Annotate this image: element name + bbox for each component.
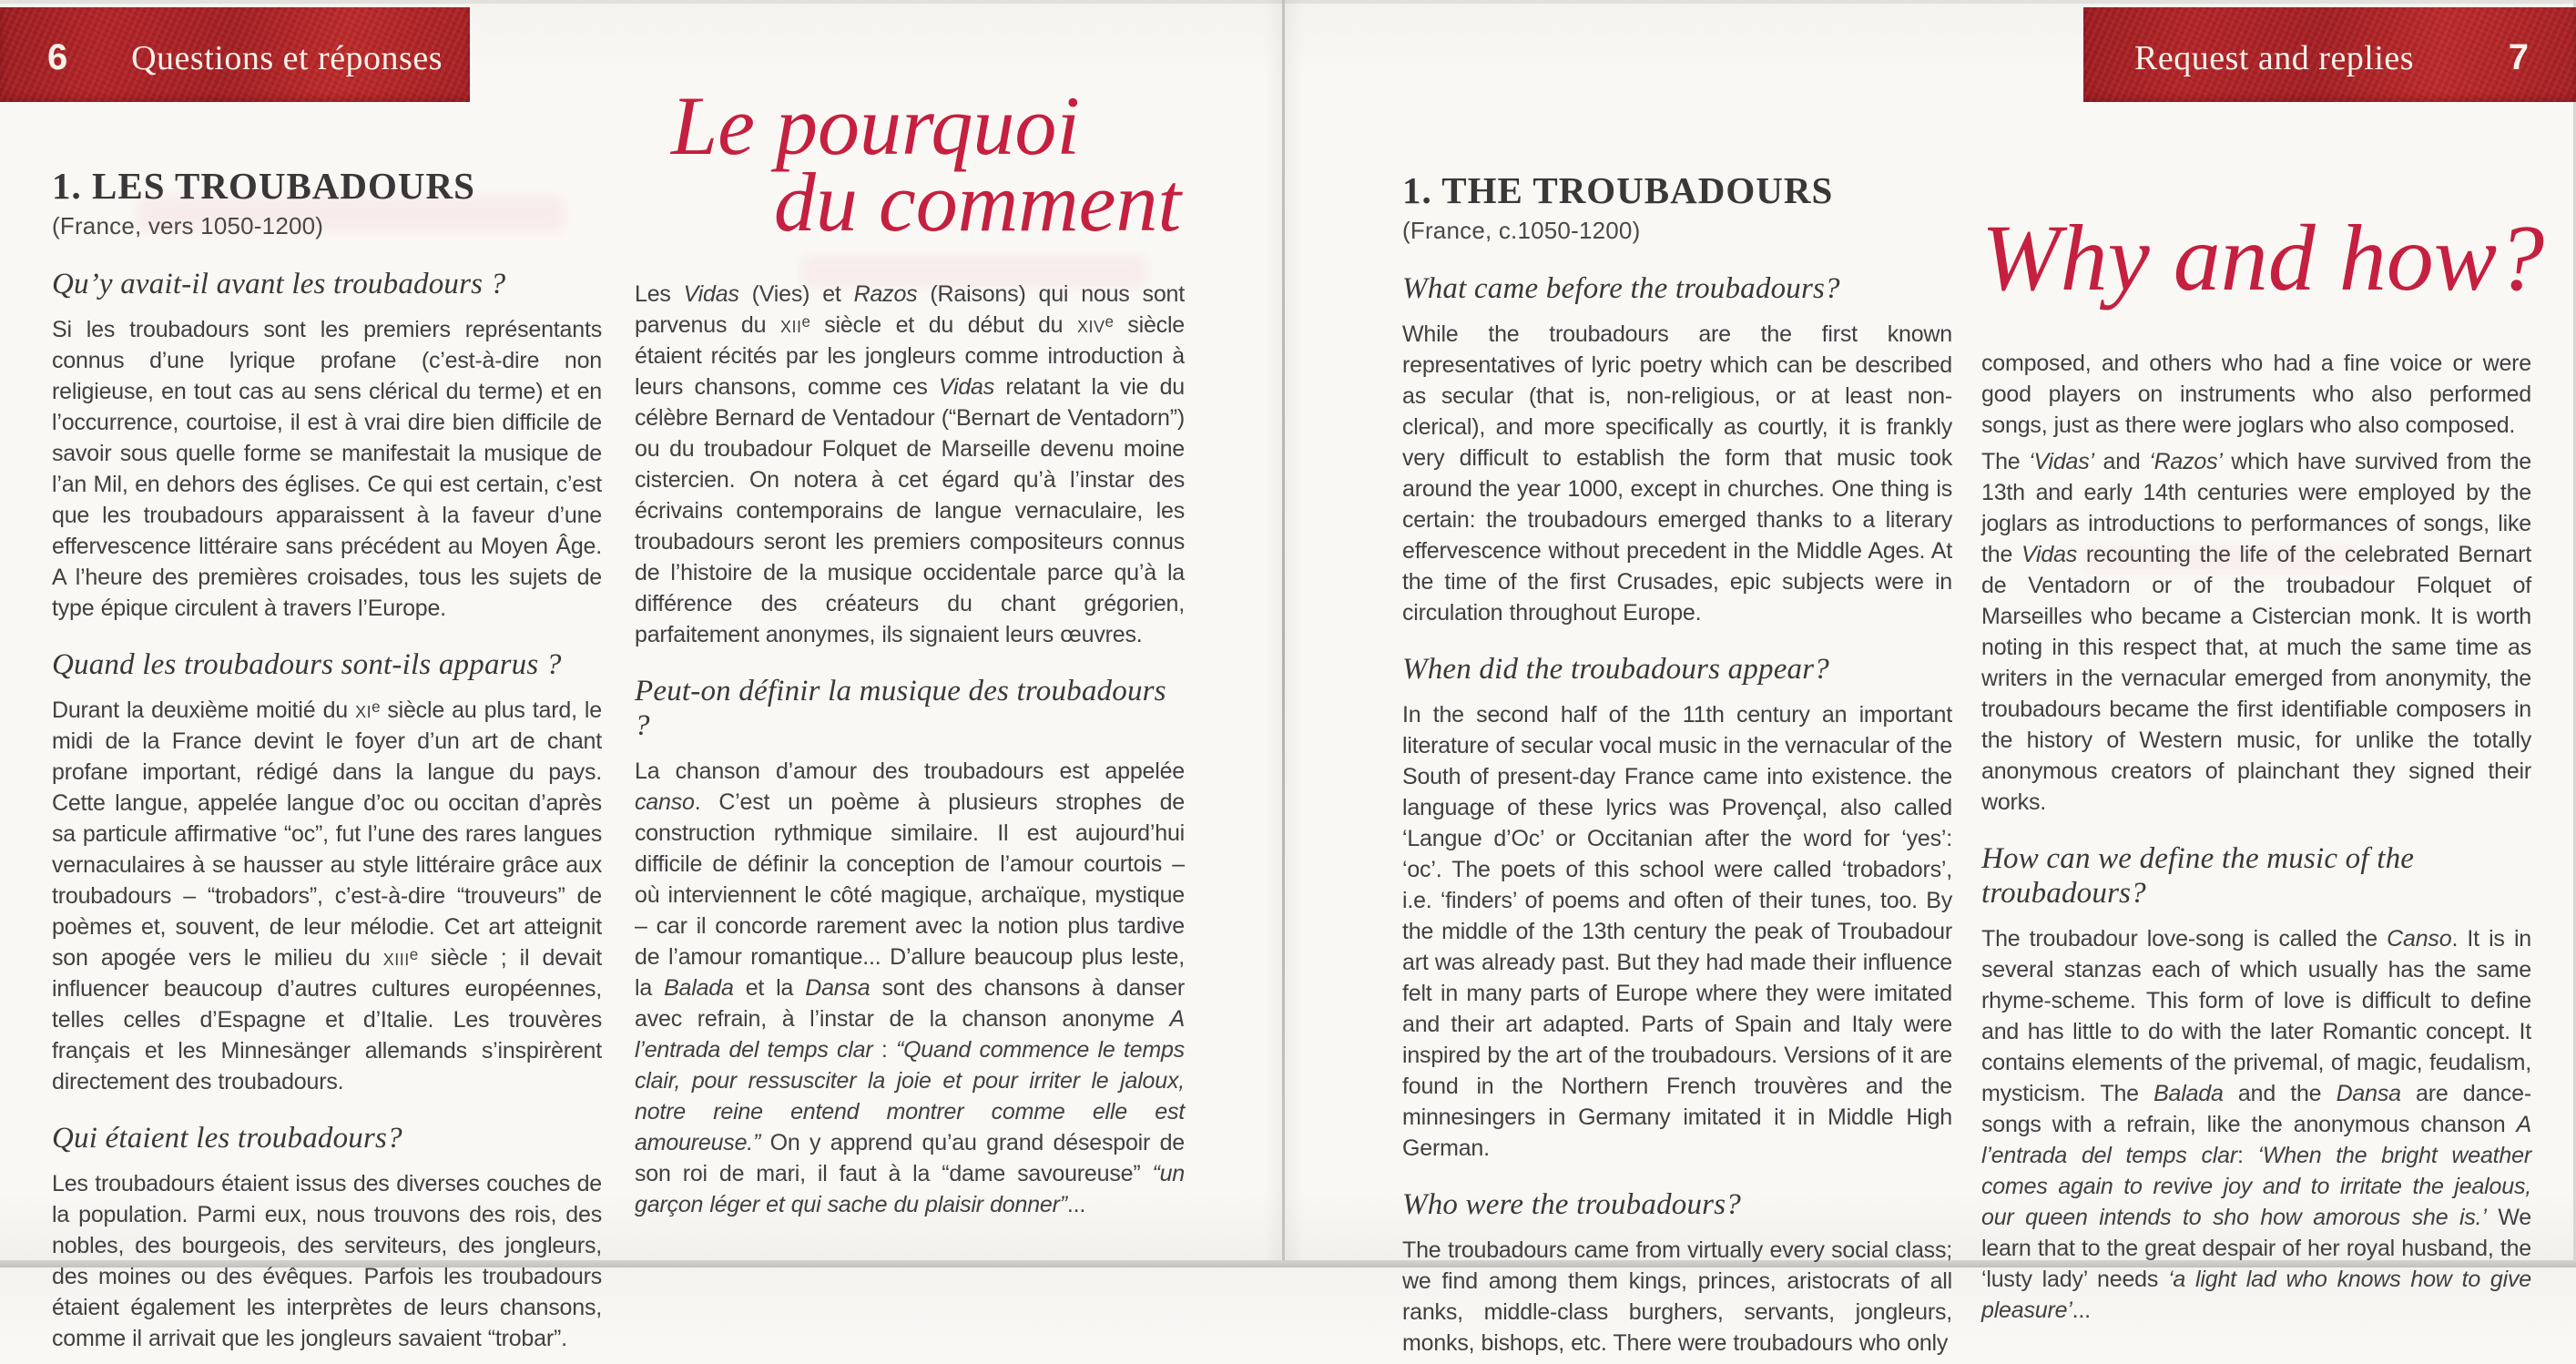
plain-text: and [2093,449,2150,474]
question-heading: When did the troubadours appear? [1402,652,1829,686]
question-heading: Who were the troubadours? [1402,1187,1741,1221]
plain-text: are dance-songs with a refrain, like the anonymous chanson [1981,1080,2531,1137]
body-paragraph [1402,1235,1952,1359]
body-paragraph [1402,319,1952,628]
question-heading: Quand les troubadours sont-ils apparus ? [52,647,562,681]
plain-text: ... [2072,1297,2091,1323]
emphasized-text: “un garçon léger et qui sache du plaisir donner” [635,1160,1185,1217]
right-page-column-1 [1402,171,1952,1364]
plain-text: relatant la vie du célèbre Bernard de Ventadour (“Bernart de Ventadorn”) ou du troubadour Folquet de Marseille devenu moine cistercien. On notera à cet égard qu’à l’instar des écrivains contemporains de langue vernaculaire, les troubadours seront les premiers compositeurs connus de l’histoire de la musique occidentale parce qu’à la différence des créateurs du chant grégorien, parfaitement anonymes, ils signaient leurs œuvres. [635,374,1185,647]
emphasized-text: ‘When the bright weather comes again to revive joy and to irritate the jealous, our queen intends to sho how amorous she is.’ [1981,1142,2531,1230]
emphasized-text: Dansa [805,974,871,1001]
plain-text: : [2236,1142,2258,1168]
emphasized-text: Balada [664,974,734,1001]
plain-text: which have survived from the 13th and early 14th centuries were employed by the joglars as introductions to performances of songs, like the [1981,449,2532,567]
plain-text: and the [2223,1080,2337,1106]
feature-title-line: Le pourquoi [671,79,1080,172]
question-heading: How can we define the music of the troubadours? [1981,842,2415,910]
english-track-title: 1. THE TROUBADOURS [1402,169,1834,211]
left-page-column-1 [52,167,602,1359]
plain-text: Les [635,281,684,307]
plain-text: ᵉ siècle et du début du [801,312,1078,338]
french-track-title: 1. LES TROUBADOURS [52,165,475,207]
plain-text: The troubadour love-song is called the [1981,925,2388,952]
plain-text: On y apprend qu’au grand désespoir de son roi de mari, il faut à la “dame savoureuse” [635,1129,1185,1186]
plain-text: ᵉ siècle étaient récités par les jongleurs comme introduction à leurs chansons, comme ces [635,312,1186,400]
plain-text: composed, and others who had a fine voice or were good players on instruments who also performed songs, just as there were joglars who also composed. [1981,351,2531,438]
emphasized-text: A l’entrada del temps clar [1981,1111,2531,1168]
page-gutter-line [1282,0,1285,1267]
english-qa-sections [1402,272,1952,1359]
emphasized-text: A l’entrada del temps clar [635,1005,1185,1063]
body-paragraph [1981,923,2531,1326]
plain-text: recounting the life of the celebrated Bernart de Ventadorn or of the troubadour Folquet of Marseilles who became a Cistercian monk. It is worth noting in this respect that, at much the same time as writers in the vernacular emerged from anonymity, the troubadours became the first identifiable composers in the history of Western music, for unlike the totally anonymous creators of plainchant they signed their works. [1981,542,2531,815]
right-banner-title: Request and replies [2134,39,2415,77]
plain-text: (Raisons) qui nous sont parvenus du [635,281,1185,338]
plain-text: . C’est un poème à plusieurs strophes de construction rythmique similaire. Il est aujourd’hui difficile de définir la conception de l’amour courtois – où interviennent le côté magique, archaïque, mystique – car il concorde rarement avec la notion plus tardive de l’amour romantique... D’allure beaucoup plus leste, la [635,789,1185,1001]
emphasized-text: “Quand commence le temps clair, pour ressusciter la joie et pour irriter le jaloux, notre reine entend montrer comme elle est amoureuse.” [635,1036,1185,1155]
emphasized-text: xii [779,312,802,338]
left-page-header-banner [0,7,470,102]
emphasized-text: Dansa [2336,1080,2401,1106]
plain-text: ᵉ siècle au plus tard, le midi de la France devint le foyer d’un art de chant profane important, rédigé dans la langue du pays. Cette langue, appelée langue d’oc ou occitan d’après sa particule affirmative “oc”, fut l’une des rares langues vernaculaires à se hausser au style littéraire grâce aux troubadours – “trobadors”, c’est-à-dire “trouveurs” de poèmes et, souvent, de leur mélodie. Cet art atteignit son apogée vers le milieu du [52,697,602,971]
emphasized-text: ‘Vidas’ [2029,449,2094,474]
english-track-subtitle: (France, c.1050-1200) [1402,217,1641,245]
body-paragraph [635,756,1185,1220]
english-qa-sections [1981,348,2531,1326]
body-paragraph [52,314,602,624]
body-paragraph [52,1168,602,1354]
emphasized-text: Razos [853,281,918,307]
question-heading: Peut-on définir la musique des troubadours ? [635,675,1166,742]
plain-text: We learn that to the great despair of her royal husband, the ‘lusty lady’ needs [1981,1204,2531,1292]
plain-text: (Vies) et [738,281,854,307]
french-qa-sections [635,279,1185,1220]
plain-text: Les troubadours étaient issus des diverses couches de la population. Parmi eux, nous trouvons des rois, des nobles, des bourgeois, des serviteurs, des jongleurs, des moines ou des évêques. Parfois les troubadours étaient également les interprètes de leurs chansons, comme il arrivait que les jongleurs savaient “trobar”. [52,1170,602,1351]
plain-text: La chanson d’amour des troubadours est appelée [635,758,1185,784]
question-heading: Qui étaient les troubadours? [52,1121,402,1155]
english-track-heading-block [1402,171,1952,245]
french-feature-title [635,79,1185,249]
body-paragraph [52,695,602,1097]
emphasized-text: Balada [2153,1080,2224,1106]
french-qa-sections [52,268,602,1354]
plain-text: ... [1066,1191,1086,1217]
emphasized-text: canso [635,789,695,815]
left-page-column-2 [635,79,1186,1226]
plain-text: . It is in several stanzas each of which usually has the same rhyme-scheme. This form of love is difficult to define and has little to do with the later Romantic concept. It contains elements of the privemal, of magic, feudalism, mysticism. The [1981,925,2531,1106]
emphasized-text: xiv [1077,312,1105,338]
plain-text: While the troubadours are the first known representatives of lyric poetry which can be described as secular (that is, non-religious, or at least non-clerical), and more specifically as courtly, it is frankly very difficult to establish the form that music took around the year 1000, except in churches. One thing is certain: the troubadours emerged thanks to a literary effervescence without precedent in the Middle Ages. At the time of the first Crusades, epic subjects were in circulation throughout Europe. [1402,321,1952,626]
emphasized-text: xiii [382,944,410,971]
plain-text: : [872,1036,896,1063]
body-paragraph [1981,446,2531,818]
right-page-header-banner [2083,7,2576,102]
right-page-column-2 [1981,178,2545,1331]
plain-text: In the second half of the 11th century an important literature of secular vocal music in the vernacular of the South of present-day France came into existence. the language of these lyrics was Provençal, also called ‘Langue d’Oc’ or Occitanian after the word for ‘yes’: ‘oc’. The poets of this school were called ‘trobadors’, i.e. ‘finders’ of poems and often of their tunes, too. By the middle of the 13th century the peak of Troubadour art was already past. But they had made their influence felt in many parts of Europe where they were imitated and their art adapted. Parts of Spain and Italy were inspired by the art of the troubadours. Versions of it are found in the Northern French trouvères and the minnesingers in Germany imitated it in Middle High German. [1402,701,1952,1161]
emphasized-text: Vidas [938,374,995,400]
plain-text: et la [733,974,806,1001]
feature-title-line: du comment [773,156,1181,249]
plain-text: ᵉ siècle ; il devait influencer beaucoup d’autres cultures européennes, telles celles d’Espagne et d’Italie. Les trouvères français et les Minnesänger allemands s’inspirèrent directement des troubadours. [52,944,603,1094]
emphasized-text: Vidas [683,281,739,307]
plain-text: The [1981,449,2030,474]
french-track-subtitle: (France, vers 1050-1200) [52,212,324,240]
emphasized-text: xi [355,697,372,723]
emphasized-text: ‘a light lad who knows how to give pleasure’ [1981,1266,2531,1323]
emphasized-text: ‘Razos’ [2149,449,2223,474]
plain-text: The troubadours came from virtually every social class; we find among them kings, princes, aristocrats of all ranks, middle-class burghers, servants, jongleurs, monks, bishops, etc. There were troubadours who only [1402,1237,1952,1356]
plain-text: Durant la deuxième moitié du [52,697,356,723]
body-paragraph [1402,699,1952,1164]
emphasized-text: Vidas [2021,542,2078,567]
french-track-heading-block [52,167,602,240]
english-feature-title: Why and how? [1981,206,2545,310]
emphasized-text: Canso [2387,925,2452,952]
question-heading: What came before the troubadours? [1402,272,1840,306]
left-page-number: 6 [47,37,68,77]
plain-text: Si les troubadours sont les premiers représentants connus d’une lyrique profane (c’est-à-dire non religieuse, en tout cas au sens clérical du terme) et en l’occurrence, courtoise, il est à vrai dire bien difficile de savoir sous quelle forme se manifestait la musique de l’an Mil, en dehors des églises. Ce qui est certain, c’est que les troubadours apparaissent à la faveur d’une effervescence littéraire sans précédent au Moyen Âge. A l’heure des premières croisades, tous les sujets de type épique circulent à travers l’Europe. [52,316,602,621]
right-page-number: 7 [2508,37,2529,77]
body-paragraph [635,279,1185,650]
plain-text: sont des chansons à danser avec refrain, à l’instar de la chanson anonyme [635,974,1185,1032]
left-banner-title: Questions et réponses [131,39,443,77]
question-heading: Qu’y avait-il avant les troubadours ? [52,268,506,301]
body-paragraph [1981,348,2531,441]
